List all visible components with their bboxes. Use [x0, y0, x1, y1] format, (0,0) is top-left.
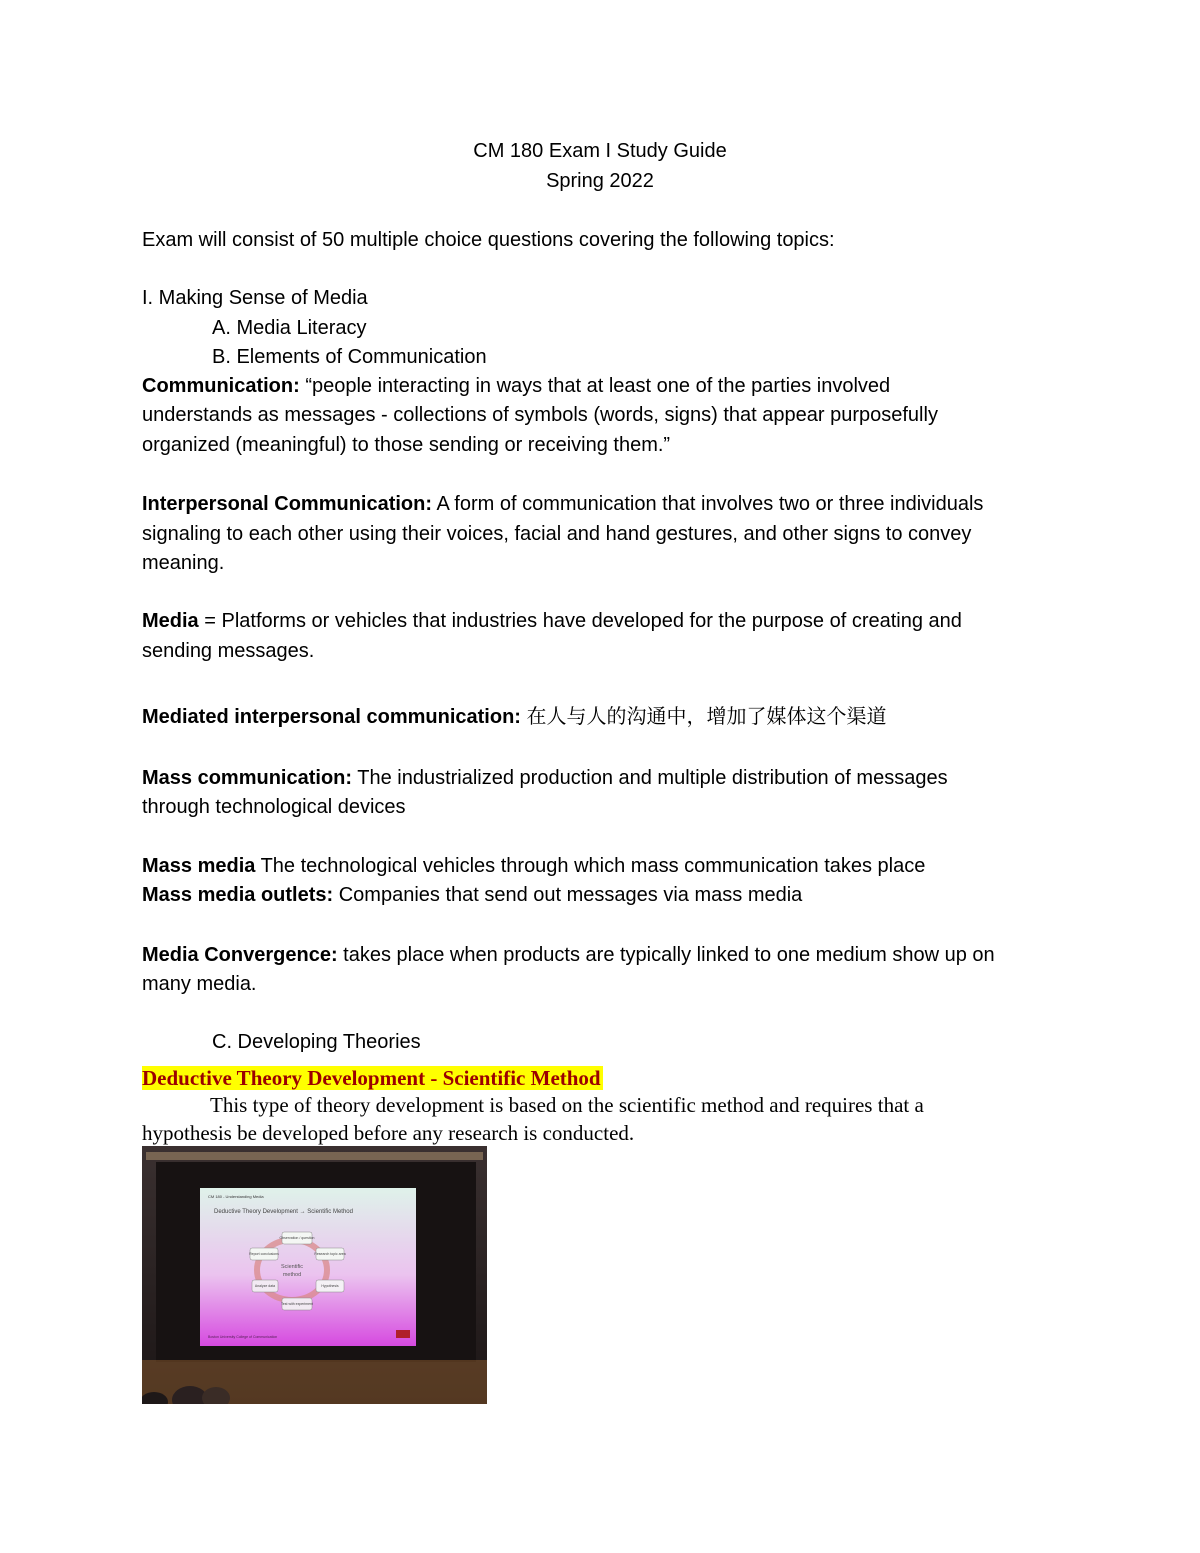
- cycle-center-line1: Scientific: [280, 1264, 304, 1270]
- def-communication-term: Communication:: [142, 375, 300, 397]
- def-interpersonal-term: Interpersonal Communication:: [142, 493, 433, 515]
- def-mass-comm-text: The industrialized production and multiple distribution of messages: [352, 767, 948, 789]
- def-media-line2: sending messages.: [142, 640, 315, 662]
- def-outlets-term: Mass media outlets:: [142, 884, 334, 906]
- def-mass-media-text: The technological vehicles through which mass communication takes place: [255, 855, 926, 877]
- slide-title: Deductive Theory Development → Scientific Method: [214, 1209, 353, 1215]
- lecture-slide-photo-svg: [142, 1146, 487, 1404]
- subtopic-c: C. Developing Theories: [212, 1031, 421, 1053]
- def-mediated-text: 在人与人的沟通中，增加了媒体这个渠道: [520, 706, 887, 728]
- node-analyze-label: Analyze data: [254, 1284, 276, 1288]
- node-test-label: Test with experiment: [281, 1302, 313, 1306]
- slide-footer: Boston University College of Communication: [208, 1335, 278, 1339]
- section-heading: I. Making Sense of Media: [142, 287, 368, 309]
- lecture-slide-photo: [142, 1146, 487, 1404]
- def-communication-line2: understands as messages - collections of symbols (words, signs) that appear purposefully: [142, 404, 938, 426]
- def-media-text: = Platforms or vehicles that industries have developed for the purpose of creating and: [198, 610, 962, 632]
- document-term: Spring 2022: [546, 170, 654, 192]
- def-media-term: Media: [142, 610, 199, 632]
- def-mass-media-term: Mass media: [142, 855, 256, 877]
- intro-text: Exam will consist of 50 multiple choice questions covering the following topics:: [142, 229, 835, 251]
- def-media-line1: [142, 607, 962, 636]
- node-observation-label: Observation / question: [279, 1236, 315, 1240]
- document-title: CM 180 Exam I Study Guide: [473, 140, 727, 162]
- cycle-center-line2: method: [282, 1272, 302, 1278]
- screen-frame: [146, 1152, 483, 1160]
- def-mass-comm-term: Mass communication:: [142, 767, 353, 789]
- def-interpersonal-text: A form of communication that involves two or three individuals: [432, 493, 984, 515]
- def-interpersonal-line1: [142, 490, 983, 519]
- deductive-heading: Deductive Theory Development - Scientific Method: [142, 1066, 601, 1090]
- deductive-text-line1: This type of theory development is based on the scientific method and requires that a: [210, 1093, 924, 1117]
- slide-header: CM 180 - Understanding Media: [208, 1194, 264, 1199]
- deductive-heading-line: [142, 1064, 603, 1093]
- def-outlets-line: [142, 881, 802, 910]
- def-convergence-line2: many media.: [142, 973, 257, 995]
- def-mass-media-line: [142, 852, 925, 881]
- subtopic-b: B. Elements of Communication: [212, 346, 487, 368]
- def-mass-comm-line2: through technological devices: [142, 796, 406, 818]
- def-mediated-line1: [142, 703, 887, 732]
- def-convergence-line1: [142, 941, 995, 970]
- slide-logo: [396, 1330, 410, 1338]
- def-interpersonal-line2: signaling to each other using their voices, facial and hand gestures, and other signs to convey: [142, 523, 972, 545]
- def-convergence-text: takes place when products are typically linked to one medium show up on: [337, 944, 995, 966]
- node-report-label: Report conclusions: [249, 1252, 279, 1256]
- def-communication-text: “people interacting in ways that at least one of the parties involved: [299, 375, 891, 397]
- def-outlets-text: Companies that send out messages via mass media: [333, 884, 803, 906]
- deductive-text-line2: hypothesis be developed before any research is conducted.: [142, 1121, 635, 1145]
- subtopic-a: A. Media Literacy: [212, 317, 367, 339]
- node-hypothesis-label: Hypothesis: [321, 1284, 339, 1288]
- def-interpersonal-line3: meaning.: [142, 552, 225, 574]
- node-research-label: Research topic area: [314, 1252, 346, 1256]
- def-convergence-term: Media Convergence:: [142, 944, 338, 966]
- def-communication-line1: [142, 372, 890, 401]
- def-mass-comm-line1: [142, 764, 948, 793]
- def-communication-line3: organized (meaningful) to those sending or receiving them.”: [142, 434, 671, 456]
- def-mediated-term: Mediated interpersonal communication:: [142, 706, 521, 728]
